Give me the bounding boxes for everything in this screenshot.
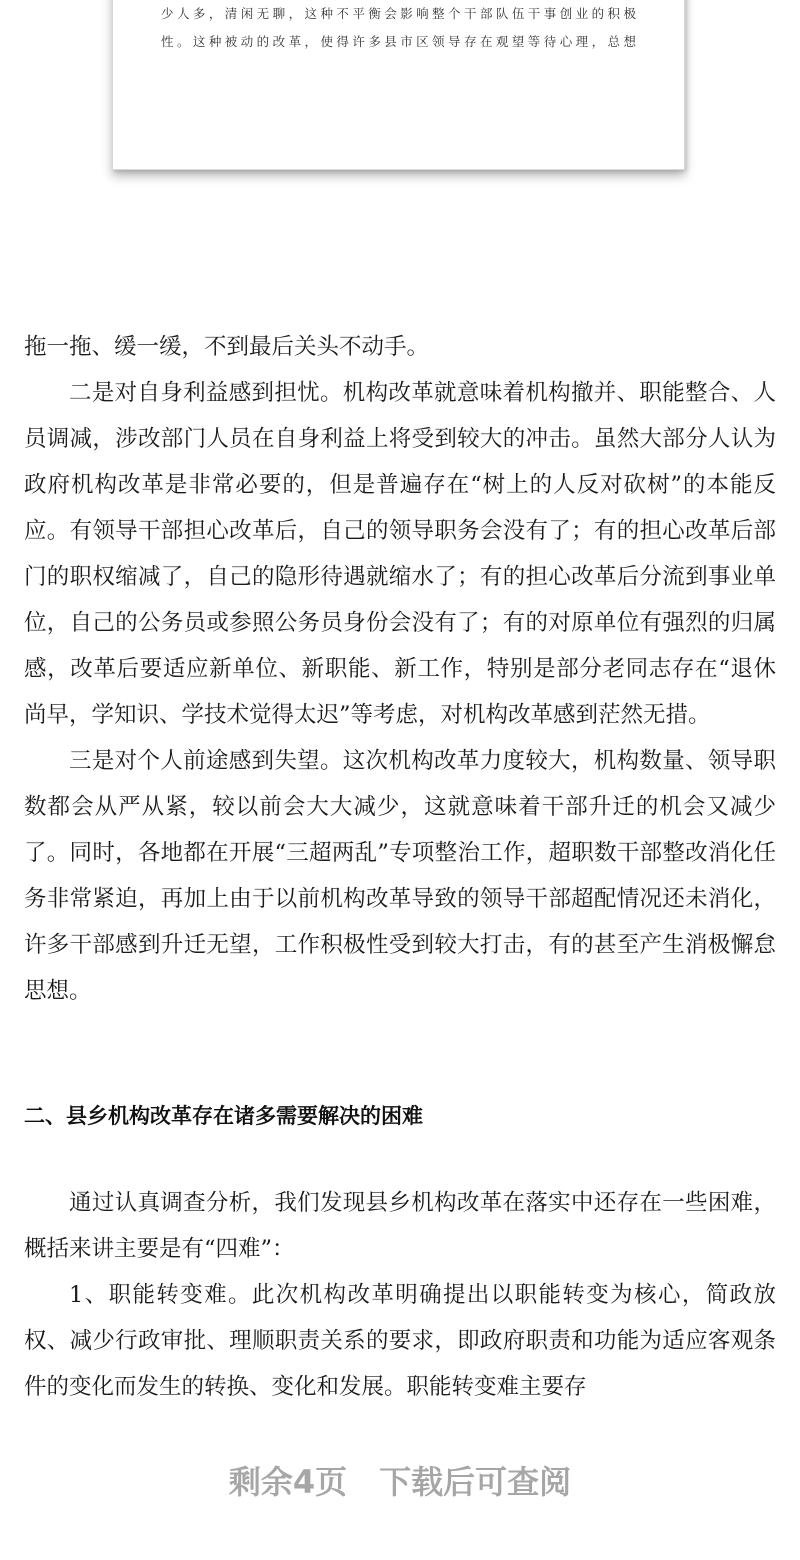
- paragraph-continuation: 拖一拖、缓一缓，不到最后关头不动手。: [24, 334, 430, 360]
- download-prompt-button[interactable]: 剩余4页 下载后可查阅: [228, 1463, 572, 1501]
- section-heading: 二、县乡机构改革存在诸多需要解决的困难: [24, 1104, 423, 1128]
- paragraph-self-interest: 二是对自身利益感到担忧。机构改革就意味着机构撤并、职能整合、人员调减，涉改部门人员在自身利益上将受到较大的冲击。虽然大部分人认为政府机构改革是非常必要的，但是普遍存在“树上的人反对砍树”的本能反应。有领导干部担心改革后，自己的领导职务会没有了；有的担心改革后部门的职权缩减了，自己的隐形待遇就缩水了；有的担心改革后分流到事业单位，自己的公务员或参照公务员身份会没有了；有的对原单位有强烈的归属感，改革后要适应新单位、新职能、新工作，特别是部分老同志存在“退休尚早，学知识、学技术觉得太迟”等考虑，对机构改革感到茫然无措。: [24, 380, 776, 728]
- paragraph-function-transformation: 1、职能转变难。此次机构改革明确提出以职能转变为核心，简政放权、减少行政审批、理顺职责关系的要求，即政府职责和功能为适应客观条件的变化而发生的转换、变化和发展。职能转变难主要存: [24, 1282, 776, 1400]
- section-1-body: [24, 324, 776, 1014]
- paragraph-career-prospects: 三是对个人前途感到失望。这次机构改革力度较大，机构数量、领导职数都会从严从紧，较以前会大大减少，这就意味着干部升迁的机会又减少了。同时，各地都在开展“三超两乱”专项整治工作，超职数干部整改消化任务非常紧迫，再加上由于以前机构改革导致的领导干部超配情况还未消化，许多干部感到升迁无望，工作积极性受到较大打击，有的甚至产生消极懈怠思想。: [24, 748, 776, 1004]
- paragraph-intro: 通过认真调查分析，我们发现县乡机构改革在落实中还存在一些困难，概括来讲主要是有“四难”：: [24, 1190, 776, 1262]
- preview-line-1: 少人多，清闲无聊，这种不平衡会影响整个干部队伍干事创业的积极: [161, 6, 636, 21]
- section-2-body: [24, 1180, 776, 1410]
- preview-line-2: 性。这种被动的改革，使得许多县市区领导存在观望等待心理，总想: [161, 34, 636, 49]
- page-preview-card: [112, 0, 685, 170]
